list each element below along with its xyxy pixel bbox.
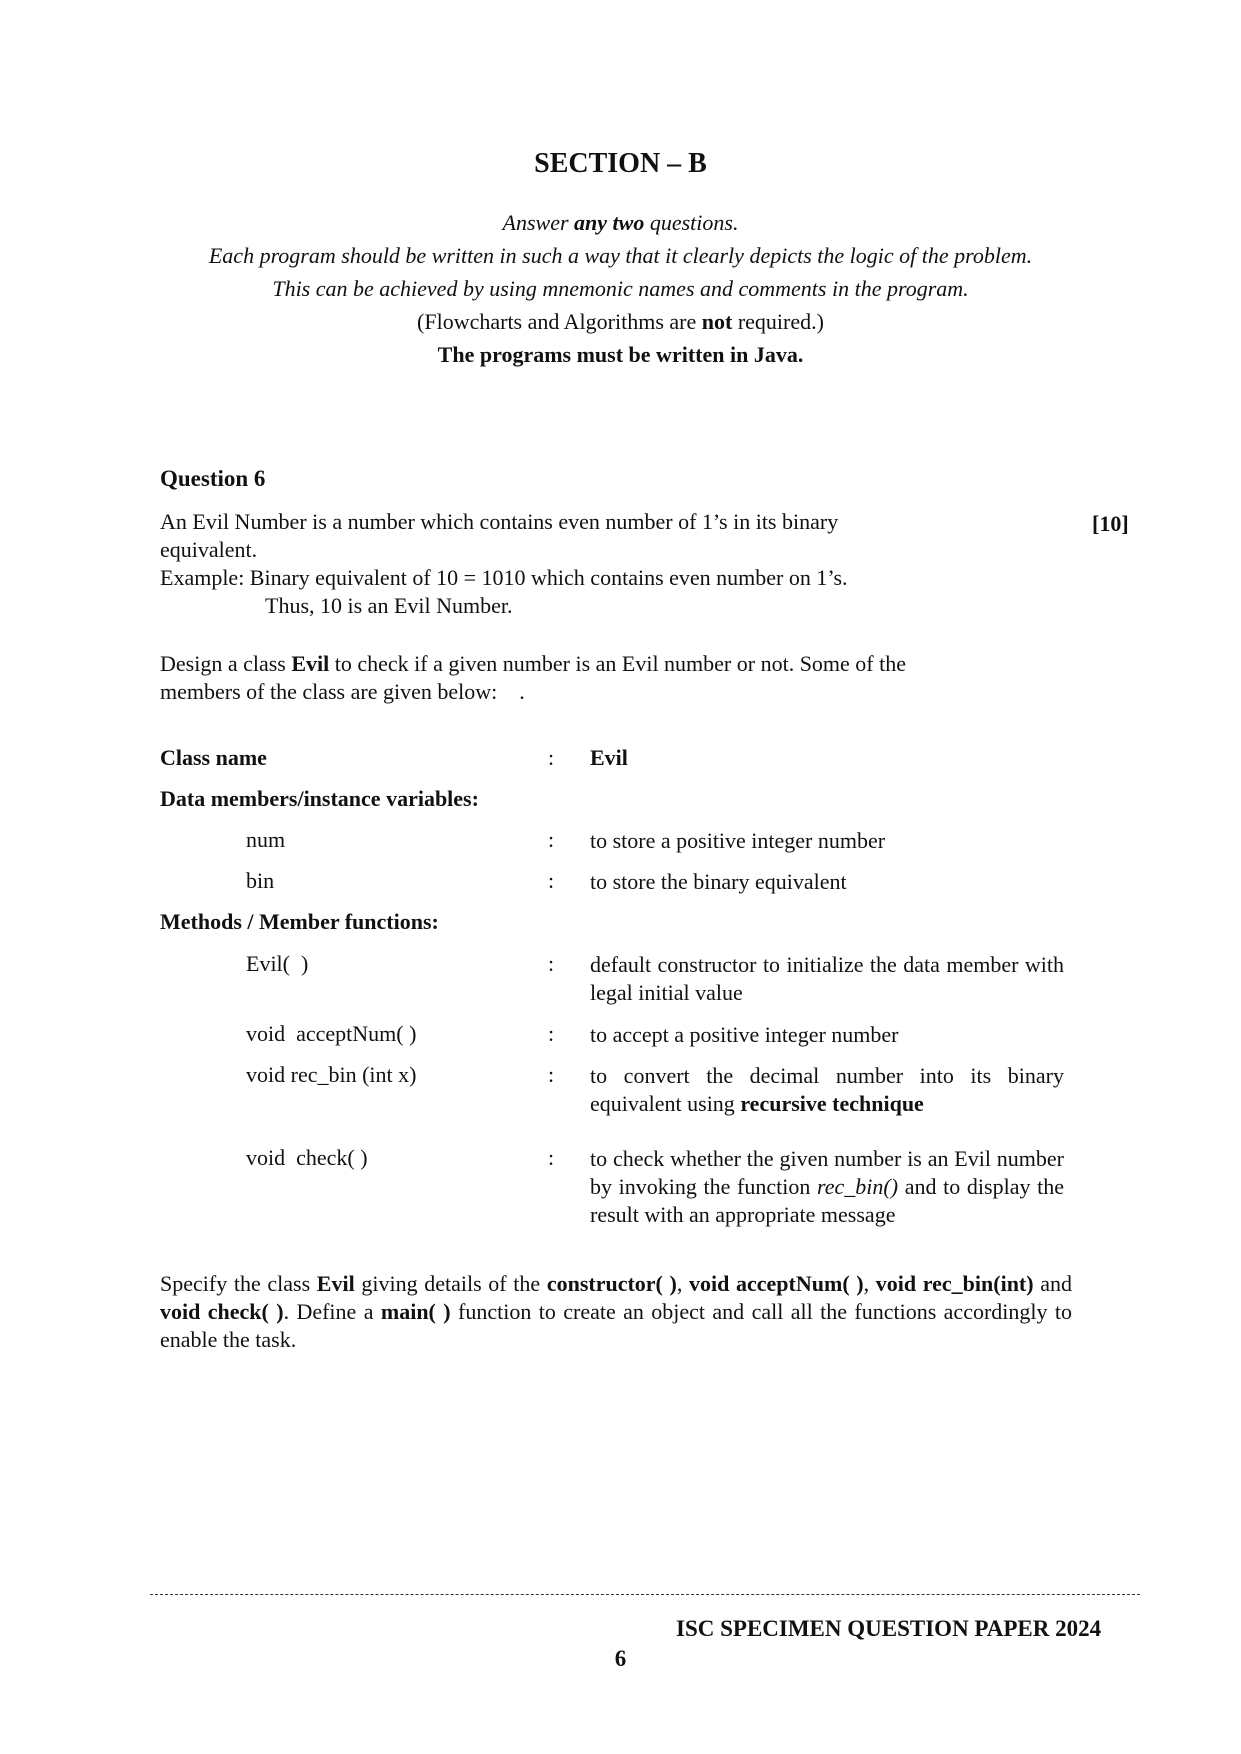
desc-italic: rec_bin() — [817, 1174, 899, 1199]
methods-heading: Methods / Member functions: — [160, 909, 439, 934]
instruction-text: (Flowcharts and Algorithms are — [417, 309, 702, 334]
method-check: void check( ) — [246, 1145, 368, 1170]
member-bin: bin — [246, 868, 275, 893]
desc-text: to check whether the given number is an Evil number by invoking the function — [590, 1146, 1064, 1199]
specify-bold: constructor( ) — [546, 1271, 677, 1296]
member-num-desc: to store a positive integer number — [590, 828, 886, 853]
instruction-line-3: This can be achieved by using mnemonic names and comments in the program. — [272, 276, 969, 301]
specify-text: function to create an object and call all the functions accordingly to enable the task. — [160, 1299, 1073, 1352]
specify-bold: void acceptNum( ) — [689, 1271, 864, 1296]
specify-text: Specify the class — [160, 1271, 317, 1296]
method-check-colon: : — [548, 1145, 555, 1170]
instruction-text: required.) — [732, 309, 824, 334]
footer-divider — [150, 1594, 1140, 1595]
member-bin-desc: to store the binary equivalent — [590, 869, 847, 894]
member-num-colon: : — [548, 827, 555, 852]
method-acceptnum: void acceptNum( ) — [246, 1021, 417, 1046]
specify-bold: void check( ) — [160, 1299, 284, 1324]
section-title: SECTION – B — [534, 148, 707, 179]
method-constructor-desc: default constructor to initialize the data member with legal initial value — [590, 952, 1064, 1005]
member-bin-colon: : — [548, 868, 555, 893]
method-acceptnum-colon: : — [548, 1021, 555, 1046]
design-class-name: Evil — [291, 651, 330, 676]
method-constructor-colon: : — [548, 951, 555, 976]
specify-text: and — [1033, 1271, 1073, 1296]
instruction-text: questions. — [644, 210, 739, 235]
method-constructor: Evil( ) — [246, 951, 309, 976]
specify-bold: void rec_bin(int) — [875, 1271, 1034, 1296]
intro-line-1: An Evil Number is a number which contains even number of 1’s in its binary — [160, 509, 839, 534]
specify-text: giving details of the — [354, 1271, 547, 1296]
intro-line-2: equivalent. — [160, 537, 258, 562]
question-marks: [10] — [1092, 511, 1129, 536]
page-number: 6 — [614, 1646, 627, 1671]
specify-text: . Define a — [283, 1299, 381, 1324]
specify-bold: Evil — [316, 1271, 355, 1296]
desc-emphasis: recursive technique — [740, 1091, 924, 1116]
specify-text: , — [863, 1271, 876, 1296]
instruction-emphasis: not — [701, 309, 733, 334]
instruction-line-4 — [0, 305, 1241, 338]
design-text: to check if a given number is an Evil number or not. Some of the — [329, 651, 907, 676]
desc-text: and to display the result with an appropriate message — [590, 1174, 1064, 1227]
class-name-colon: : — [548, 745, 555, 770]
instructions — [0, 206, 1241, 371]
specify-text: , — [676, 1271, 690, 1296]
instruction-line-1 — [0, 206, 1241, 239]
class-name-label: Class name — [160, 745, 267, 770]
specify-bold: main( ) — [380, 1299, 451, 1324]
specify-paragraph — [160, 1270, 1072, 1354]
instruction-text: Answer — [502, 210, 575, 235]
class-name-value: Evil — [590, 745, 628, 770]
example-line-1: Example: Binary equivalent of 10 = 1010 which contains even number on 1’s. — [160, 565, 848, 590]
instruction-line-5: The programs must be written in Java. — [437, 342, 804, 367]
footer-title: ISC SPECIMEN QUESTION PAPER 2024 — [676, 1616, 1102, 1641]
method-check-desc — [590, 1145, 1064, 1229]
method-rec-bin-colon: : — [548, 1062, 555, 1087]
question-intro — [160, 508, 1080, 620]
member-num: num — [246, 827, 286, 852]
example-line-2: Thus, 10 is an Evil Number. — [265, 593, 513, 618]
desc-text: to convert the decimal number into its binary equivalent using — [590, 1063, 1064, 1116]
method-rec-bin-desc — [590, 1062, 1064, 1118]
design-line-2: members of the class are given below: . — [160, 679, 525, 704]
method-rec-bin: void rec_bin (int x) — [246, 1062, 417, 1087]
design-text: Design a class — [160, 651, 292, 676]
data-members-heading: Data members/instance variables: — [160, 786, 479, 811]
instruction-line-2: Each program should be written in such a way that it clearly depicts the logic of the problem. — [208, 243, 1033, 268]
question-title: Question 6 — [160, 466, 266, 491]
design-line-1 — [160, 650, 1080, 678]
design-paragraph — [160, 650, 1080, 706]
method-acceptnum-desc: to accept a positive integer number — [590, 1022, 899, 1047]
instruction-emphasis: any two — [574, 210, 645, 235]
